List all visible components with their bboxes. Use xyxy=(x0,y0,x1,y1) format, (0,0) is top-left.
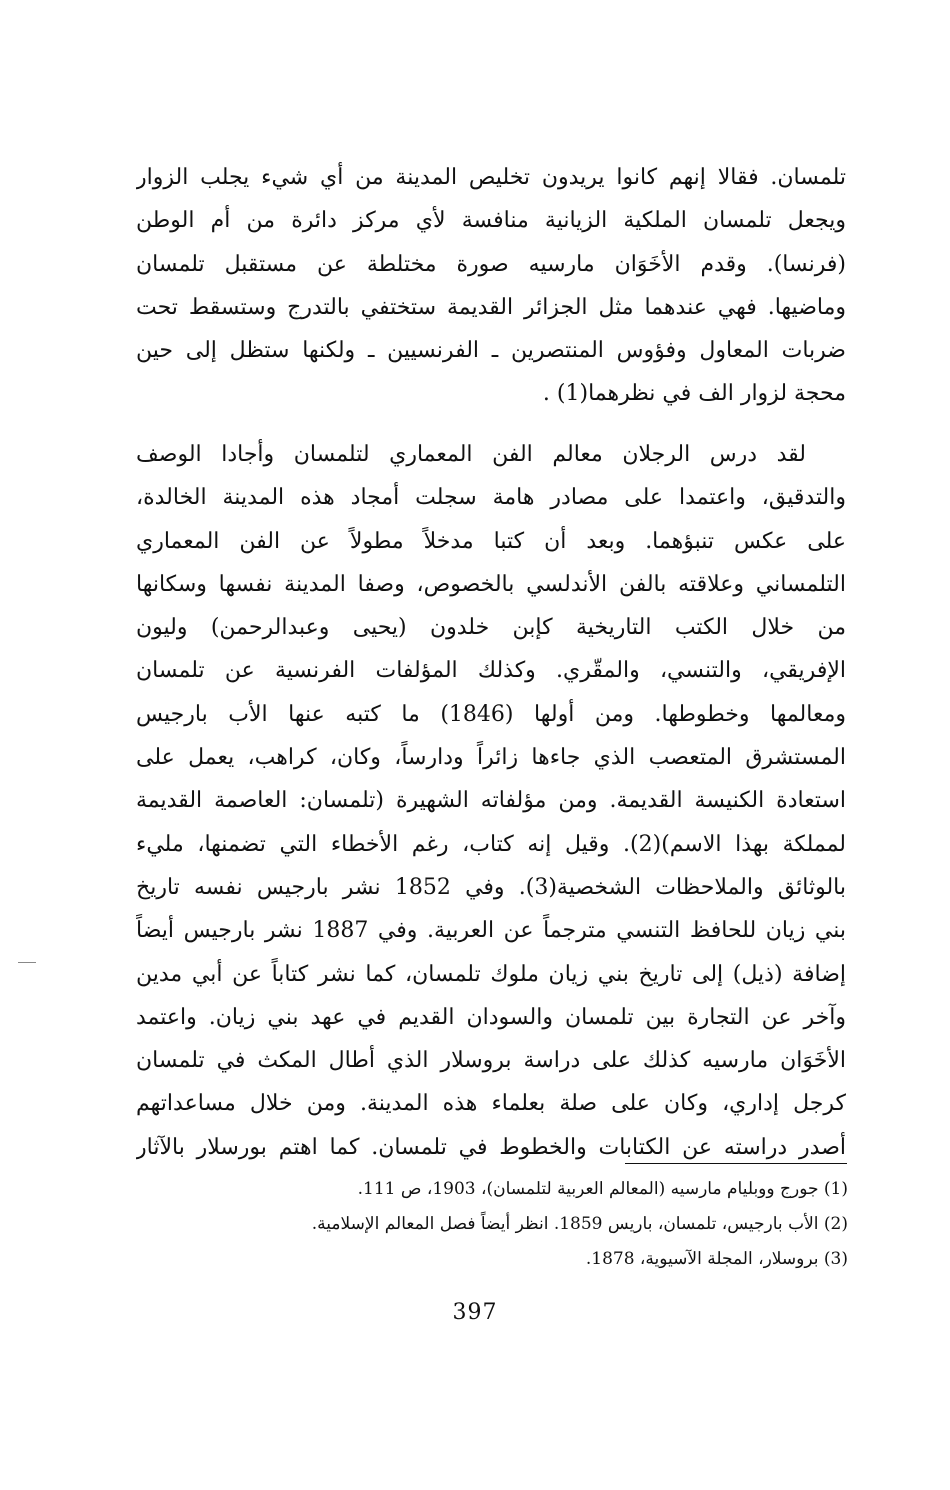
footnote-1: (1) جورج ووبليام مارسيه (المعالم العربية لتلمسان)، 1903، ص 111. xyxy=(357,1179,848,1199)
text-line: تلمسان. فقالا إنهم كانوا يريدون تخليص المدينة من أي شيء يجلب الزوار xyxy=(136,165,846,190)
text-line: استعادة الكنيسة القديمة. ومن مؤلفاته الشهيرة (تلمسان: العاصمة القديمة xyxy=(136,788,846,814)
text-line: بالوثائق والملاحظات الشخصية(3). وفي 1852 نشر بارجيس نفسه تاريخ xyxy=(136,874,846,900)
text-line: لقد درس الرجلان معالم الفن المعماري لتلمسان وأجادا الوصف xyxy=(136,442,806,467)
text-line: الإفريقي، والتنسي، والمقّري. وكذلك المؤلفات الفرنسية عن تلمسان xyxy=(136,658,846,684)
text-line: إضافة (ذيل) إلى تاريخ بني زيان ملوك تلمسان، كما نشر كتاباً عن أبي مدين xyxy=(136,961,846,987)
footnotes xyxy=(136,1172,848,1277)
text-line: محجة لزوار الف في نظرهما(1) . xyxy=(542,381,846,407)
footnote-2: (2) الأب بارجيس، تلمسان، باريس 1859. انظر أيضاً فصل المعالم الإسلامية. xyxy=(311,1214,848,1234)
body-paragraph-1 xyxy=(136,156,846,416)
text-line: من خلال الكتب التاريخية كإبن خلدون (يحيى وعبدالرحمن) وليون xyxy=(136,615,846,641)
text-line: (فرنسا). وقدم الأخَوَان مارسيه صورة مختلطة عن مستقبل تلمسان xyxy=(136,251,846,277)
text-line: لمملكة بهذا الاسم)(2). وقيل إنه كتاب، رغم الأخطاء التي تضمنها، مليء xyxy=(136,831,846,857)
text-line: أصدر دراسته عن الكتابات والخطوط في تلمسان. كما اهتم بورسلار بالآثار xyxy=(136,1134,846,1160)
text-line: كرجل إداري، وكان على صلة بعلماء هذه المدينة. ومن خلال مساعداتهم xyxy=(136,1091,846,1117)
text-line: على عكس تنبؤهما. وبعد أن كتبا مدخلاً مطولاً عن الفن المعماري xyxy=(136,528,846,554)
footnote-3: (3) بروسلار، المجلة الآسيوية، 1878. xyxy=(585,1249,848,1269)
page-number: 397 xyxy=(452,1300,498,1325)
text-line: ويجعل تلمسان الملكية الزيانية منافسة لأي مركز دائرة من أم الوطن xyxy=(136,208,846,234)
text-line: التلمساني وعلاقته بالفن الأندلسي بالخصوص، وصفا المدينة نفسها وسكانها xyxy=(136,571,846,597)
text-line: الأخَوَان مارسيه كذلك على دراسة بروسلار الذي أطال المكث في تلمسان xyxy=(136,1048,846,1074)
body-paragraph-2 xyxy=(136,433,846,1169)
text-line: ضربات المعاول وفؤوس المنتصرين ـ الفرنسيين ـ ولكنها ستظل إلى حين xyxy=(136,338,846,364)
text-line: ومعالمها وخطوطها. ومن أولها (1846) ما كتبه عنها الأب بارجيس xyxy=(136,701,846,727)
text-line: وآخر عن التجارة بين تلمسان والسودان القديم في عهد بني زيان. واعتمد xyxy=(136,1004,846,1030)
margin-mark xyxy=(18,962,36,963)
footnote-separator xyxy=(625,1163,847,1164)
text-line: بني زيان للحافظ التنسي مترجماً عن العربية. وفي 1887 نشر بارجيس أيضاً xyxy=(136,918,846,944)
text-line: وماضيها. فهي عندهما مثل الجزائر القديمة ستختفي بالتدرج وستسقط تحت xyxy=(136,294,846,320)
text-line: المستشرق المتعصب الذي جاءها زائراً ودارساً، وكان، كراهب، يعمل على xyxy=(136,745,846,771)
text-line: والتدقيق، واعتمدا على مصادر هامة سجلت أمجاد هذه المدينة الخالدة، xyxy=(136,485,846,511)
